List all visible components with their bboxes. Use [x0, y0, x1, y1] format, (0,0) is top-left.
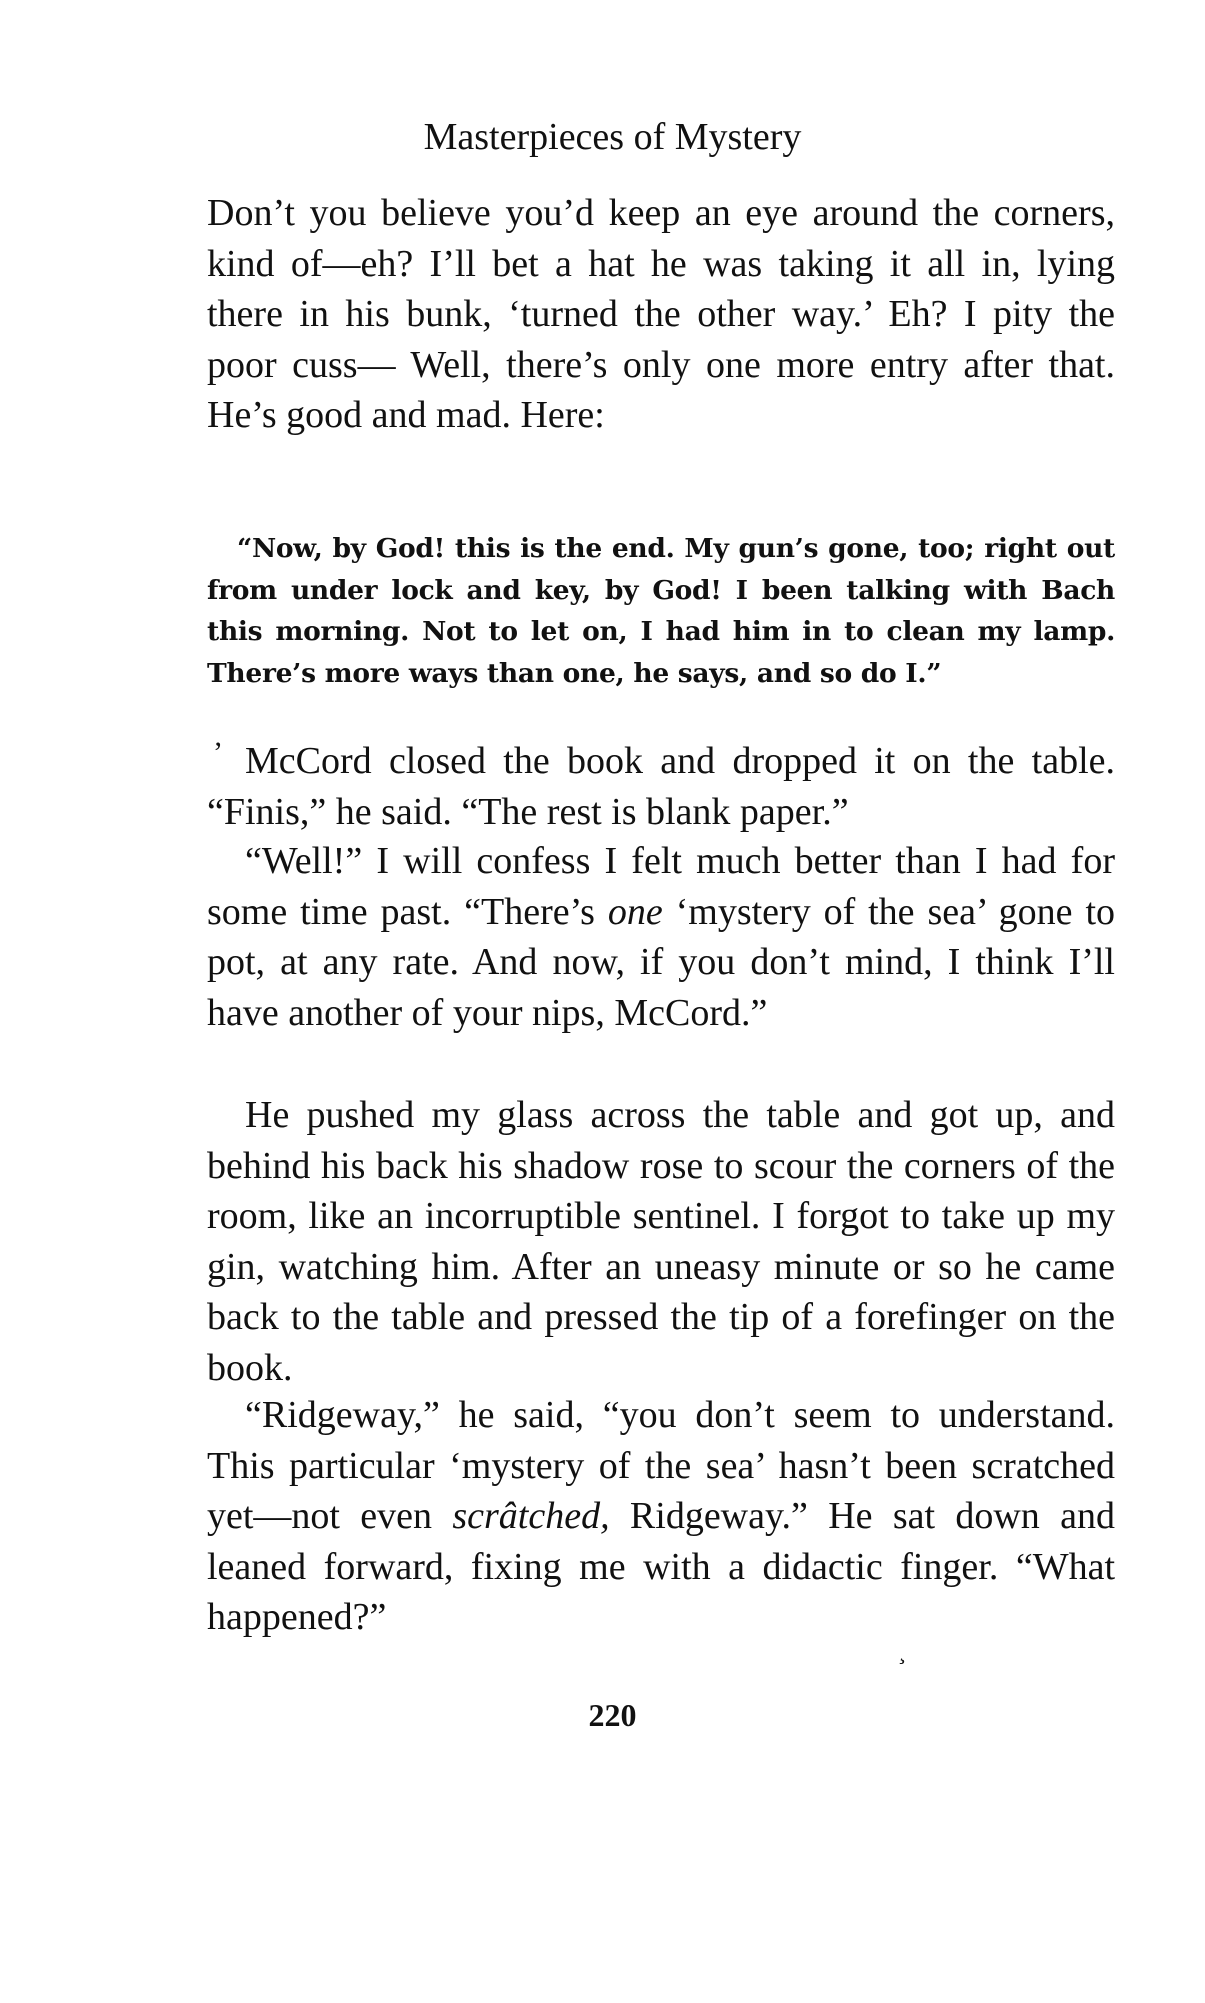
paragraph-4-text: He pushed my glass across the table and got up, and behind his back his shadow rose to scour the corners of the room, like an incorruptible sentinel. I forgot to take up my gin, watching him. After an uneasy minute or so he came back to the table and pressed the tip of a forefinger on the book.	[207, 1094, 1115, 1389]
paragraph-5-after: Ridgeway.” He sat down and leaned forward, fixing me with a didactic finger. “What happened?”	[207, 1495, 1115, 1638]
stray-print-dot: ¸	[898, 1639, 906, 1665]
paragraph-5	[207, 1390, 1115, 1643]
paragraph-2-text: McCord closed the book and dropped it on the table. “Finis,” he said. “The rest is blank paper.”	[207, 740, 1115, 833]
paragraph-1	[207, 188, 1115, 441]
page-number: 220	[588, 1697, 637, 1733]
paragraph-5-text	[207, 1390, 1115, 1643]
paragraph-3-emphasis: one	[607, 890, 663, 933]
stray-print-mark: ’	[213, 736, 223, 769]
running-head: Masterpieces of Mystery	[423, 116, 802, 158]
paragraph-3-after: ‘mystery of the sea’ gone to pot, at any rate. And now, if you don’t mind, I think I’ll have another of your nips, McCord.”	[207, 890, 1115, 1034]
paragraph-4	[207, 1090, 1115, 1393]
journal-quote-text: “Now, by God! this is the end. My gun’s gone, too; right out from under lock and key, by God! I been talking with Bach this morning. Not to let on, I had him in to clean my lamp. There’s more ways than one, he says, and so do I.”	[207, 533, 1115, 689]
paragraph-1-text: Don’t you believe you’d keep an eye around the corners, kind of—eh? I’ll bet a hat he was taking it all in, lying there in his bunk, ‘turned the other way.’ Eh? I pity the poor cuss— Well, there’s only one more entry after that. He’s good and mad. Here:	[207, 192, 1115, 436]
paragraph-3-before: “Well!” I will confess I felt much better than I had for some time past. “There’s	[207, 840, 1115, 933]
journal-quote	[207, 528, 1115, 694]
paragraph-3	[207, 836, 1115, 1038]
paragraph-3-text	[207, 836, 1115, 1038]
paragraph-2	[207, 736, 1115, 837]
paragraph-5-emphasis: scrâtched,	[452, 1495, 610, 1537]
paragraph-5-before: “Ridgeway,” he said, “you don’t seem to understand. This particular ‘mystery of the sea’ hasn’t been scratched yet—not even	[207, 1394, 1115, 1537]
